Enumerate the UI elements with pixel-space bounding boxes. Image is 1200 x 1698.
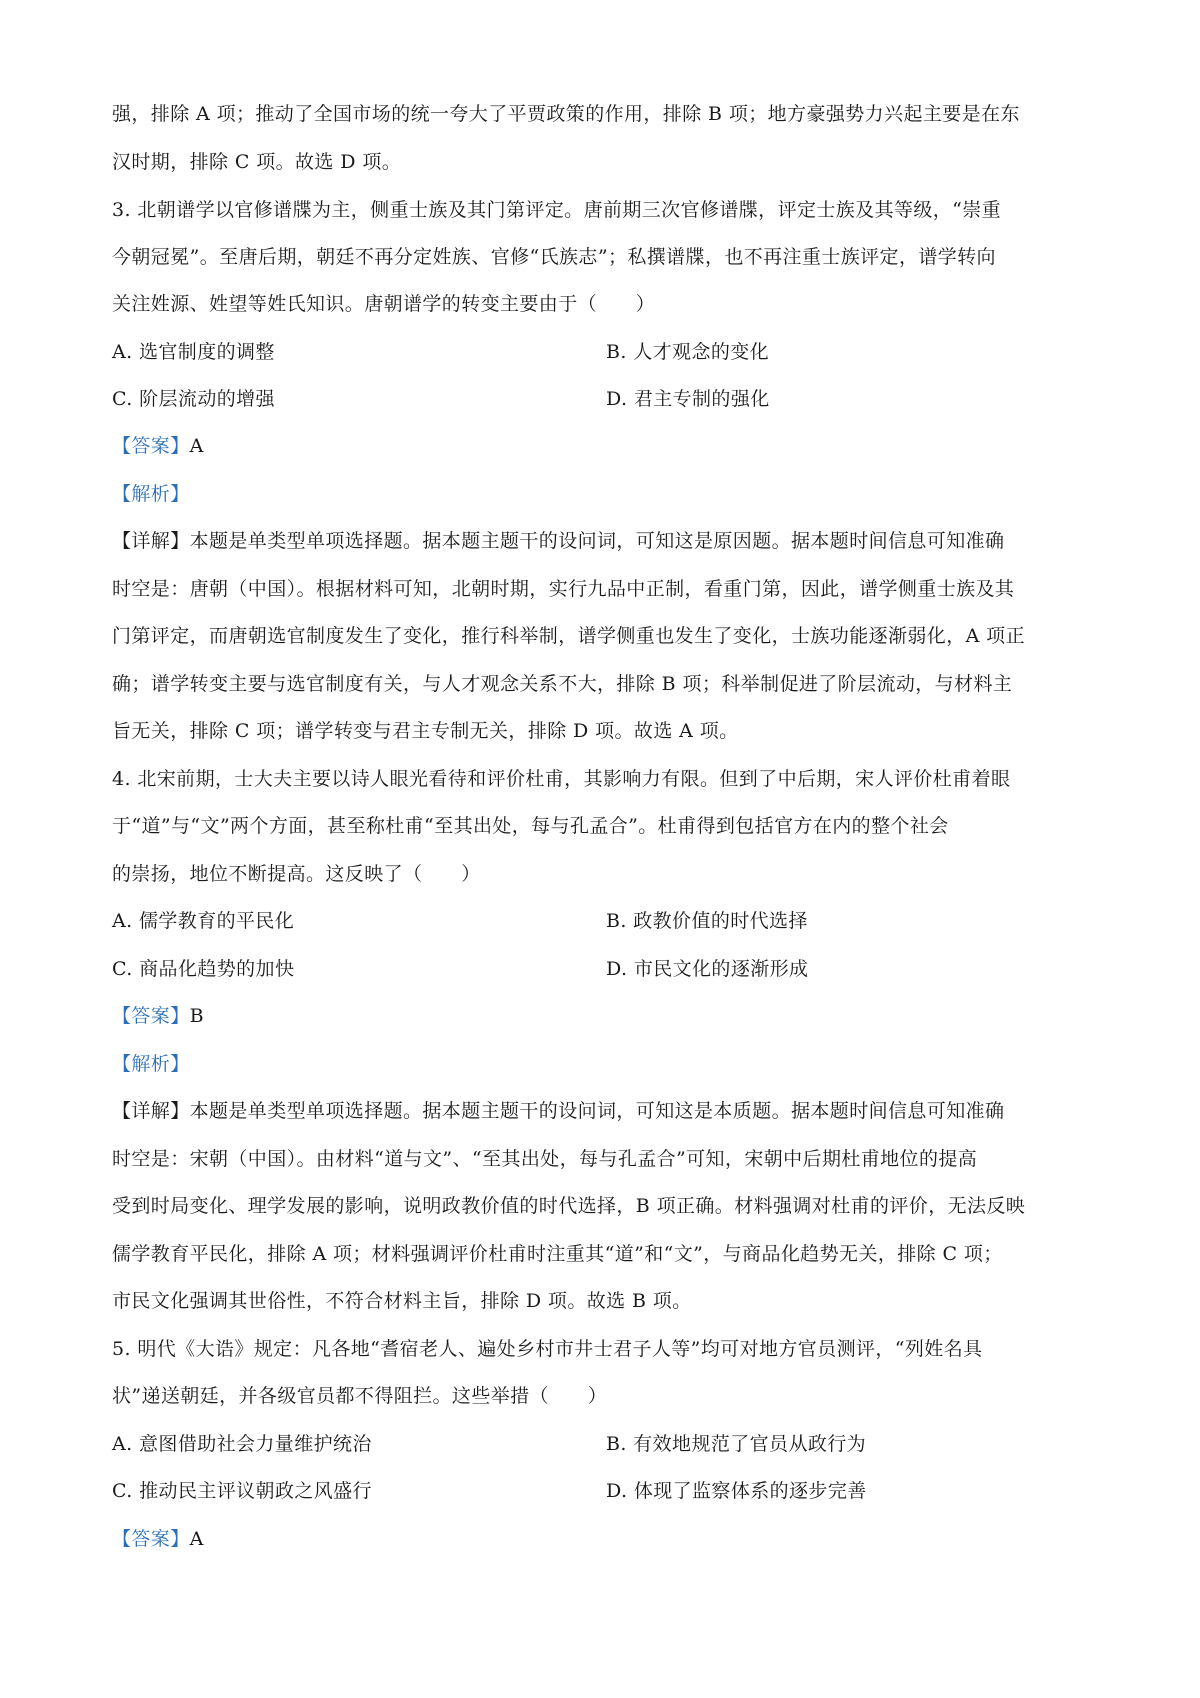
text-line: 强，排除 A 项；推动了全国市场的统一夸大了平贾政策的作用，排除 B 项；地方豪强势力兴起主要是在东	[112, 103, 1020, 125]
question-3-answer	[112, 432, 1102, 460]
question-4-option-c: C. 商品化趋势的加快	[112, 958, 295, 980]
question-4-option-b: B. 政教价值的时代选择	[606, 910, 808, 932]
question-3-detail: 门第评定，而唐朝选官制度发生了变化，推行科举制，谱学侧重也发生了变化，士族功能逐渐弱化，A 项正	[112, 625, 1025, 647]
question-4-detail	[112, 1097, 1102, 1125]
text-line: 汉时期，排除 C 项。故选 D 项。	[112, 151, 402, 173]
question-4-answer	[112, 1002, 1102, 1030]
answer-value: A	[189, 1528, 204, 1550]
question-4-stem: 的崇扬，地位不断提高。这反映了（ ）	[112, 863, 481, 885]
question-5-stem: 5. 明代《大诰》规定：凡各地“耆宿老人、遍处乡村市井士君子人等”均可对地方官员测评，“列姓名具	[112, 1338, 983, 1360]
question-3-detail: 确；谱学转变主要与选官制度有关，与人才观念关系不大，排除 B 项；科举制促进了阶层流动，与材料主	[112, 673, 1013, 695]
question-3-analysis-tag	[112, 480, 1102, 508]
question-4-stem: 于“道”与“文”两个方面，甚至称杜甫“至其出处，每与孔孟合”。杜甫得到包括官方在内的整个社会	[112, 815, 949, 837]
question-3-detail	[112, 527, 1102, 555]
question-4-detail: 市民文化强调其世俗性，不符合材料主旨，排除 D 项。故选 B 项。	[112, 1290, 692, 1312]
answer-value: B	[189, 1005, 204, 1027]
question-3-option-c: C. 阶层流动的增强	[112, 388, 275, 410]
answer-tag: 【答案】	[112, 1528, 190, 1550]
question-3-stem: 关注姓源、姓望等姓氏知识。唐朝谱学的转变主要由于（ ）	[112, 293, 656, 315]
question-4-stem: 4. 北宋前期，士大夫主要以诗人眼光看待和评价杜甫，其影响力有限。但到了中后期，宋人评价杜甫着眼	[112, 768, 1011, 790]
question-4-detail: 儒学教育平民化，排除 A 项；材料强调评价杜甫时注重其“道”和“文”，与商品化趋势无关，排除 C 项；	[112, 1243, 1003, 1265]
analysis-tag: 【解析】	[112, 1053, 190, 1075]
question-3-stem: 今朝冠冕”。至唐后期，朝廷不再分定姓族、官修“氏族志”；私撰谱牒，也不再注重士族评定，谱学转向	[112, 246, 996, 268]
question-3-stem: 3. 北朝谱学以官修谱牒为主，侧重士族及其门第评定。唐前期三次官修谱牒，评定士族及其等级，“崇重	[112, 199, 1002, 221]
question-5-stem: 状”递送朝廷，并各级官员都不得阻拦。这些举措（ ）	[112, 1385, 608, 1407]
question-3-detail: 旨无关，排除 C 项；谱学转变与君主专制无关，排除 D 项。故选 A 项。	[112, 720, 739, 742]
question-5-option-c: C. 推动民主评议朝政之风盛行	[112, 1480, 372, 1502]
question-3-option-a: A. 选官制度的调整	[112, 341, 275, 363]
question-4-detail: 时空是：宋朝（中国）。由材料“道与文”、“至其出处，每与孔孟合”可知，宋朝中后期杜甫地位的提高	[112, 1148, 978, 1170]
question-5-option-d: D. 体现了监察体系的逐步完善	[606, 1480, 867, 1502]
detail-text: 本题是单类型单项选择题。据本题主题干的设问词，可知这是原因题。据本题时间信息可知准确	[189, 530, 1005, 552]
question-4-analysis-tag	[112, 1050, 1102, 1078]
question-4-detail: 受到时局变化、理学发展的影响，说明政教价值的时代选择，B 项正确。材料强调对杜甫的评价，无法反映	[112, 1195, 1026, 1217]
question-5-option-a: A. 意图借助社会力量维护统治	[112, 1433, 372, 1455]
question-4-option-d: D. 市民文化的逐渐形成	[606, 958, 809, 980]
answer-value: A	[189, 435, 204, 457]
question-3-option-d: D. 君主专制的强化	[606, 388, 770, 410]
question-5-answer	[112, 1525, 1102, 1553]
detail-tag: 【详解】	[112, 1100, 190, 1122]
detail-tag: 【详解】	[112, 530, 190, 552]
question-5-option-b: B. 有效地规范了官员从政行为	[606, 1433, 867, 1455]
question-3-option-b: B. 人才观念的变化	[606, 341, 770, 363]
detail-text: 本题是单类型单项选择题。据本题主题干的设问词，可知这是本质题。据本题时间信息可知准确	[189, 1100, 1005, 1122]
question-4-option-a: A. 儒学教育的平民化	[112, 910, 295, 932]
answer-tag: 【答案】	[112, 1005, 190, 1027]
analysis-tag: 【解析】	[112, 483, 190, 505]
answer-tag: 【答案】	[112, 435, 190, 457]
question-3-detail: 时空是：唐朝（中国）。根据材料可知，北朝时期，实行九品中正制，看重门第，因此，谱学侧重士族及其	[112, 578, 1015, 600]
